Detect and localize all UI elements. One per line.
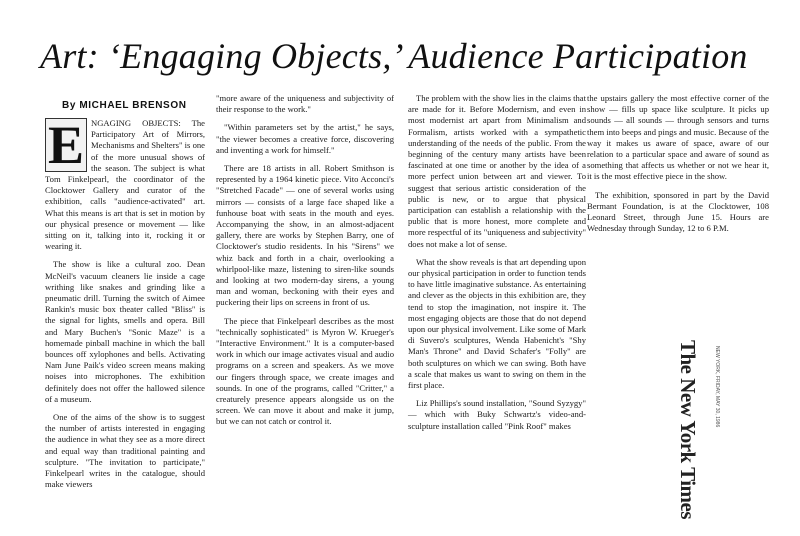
paragraph: There are 18 artists in all. Robert Smithson is represented by a 1964 kinetic piece. Vito Acconci's "Stretched Facade" — one of several works using mirrors — consists of a large face shaped like a funhouse boat with seats in the mouth and eyes. Accompanying the show, in an almost-adjacent gallery, there are works by Stephen Barry, one of Clocktower's studio residents. In his "Sirens" we whiz back and forth in a chair, overlooking a whirlpool-like maze, listening to siren-like sounds and looking at two modern-day sirens, a young man and woman, beckoning with their eyes and puckering their lips on screens in front of us.	[216, 163, 394, 308]
paragraph: The problem with the show lies in the claims that are made for it. Before Modernism, and even in most modernist art apart from Minimalism and Formalism, artists worked with a sympathetic understanding of the needs of the public. From the beginning of the century many artists have been fascinated at one time or another by the idea of a more perfect union between art and viewer. To suggest that serious artistic consideration of the public is new, or to argue that physical participation can establish a relationship with the public that is more honest, more complete and more respectful of its "uniqueness and subjectivity" does not make a lot of sense.	[408, 93, 586, 249]
paragraph-text: NGAGING OBJECTS: The Participatory Art of Mirrors, Mechanisms and Shelters" is one of the more unusual shows of the season. The subject is what Tom Finkelpearl, the coordinator of the Clocktower Gallery and curator of the exhibition, calls "audience-activated" art. What this means is art that is set in motion by our physical presence or movement — like sitting on it, talking into it, rocking it or wearing it.	[45, 118, 205, 252]
article-column-1	[45, 115, 205, 498]
paragraph: Liz Phillips's sound installation, "Sound Syzygy" — which with Buky Schwartz's video-and-sculpture installation called "Pink Roof" makes	[408, 398, 586, 431]
masthead-rotated	[650, 340, 730, 520]
article-column-2	[216, 93, 394, 435]
paragraph: The piece that Finkelpearl describes as the most "technically sophisticated" is Myron W. Krueger's "Interactive Environment." It is a computer-based work in which our image activates visual and audio programs on a screen and speakers. As we move our fingers through space, we create images and sounds. In one of the programs, called "Critter," a creaturely presence appears alongside us on the screen. We can move it about and make it jump, but we can not catch or control it.	[216, 315, 394, 427]
article-column-4	[587, 93, 769, 241]
paragraph: One of the aims of the show is to suggest the number of artists interested in engaging the audience in what they see as a more direct and equal way than traditional painting and sculpture. "The invitation to participate," Finkelpearl writes in the catalogue, should make viewers	[45, 412, 205, 490]
paragraph: the upstairs gallery the most effective corner of the show — fills up space like sculpture. It picks up sounds — all sounds — through sensors and turns them into beeps and pings and music. Because of the way it makes us aware of space, aware of our relation to a particular space and aware of sound as something that affects us whether or not we hear it, it is the most effective piece in the show.	[587, 93, 769, 182]
paragraph: "more aware of the uniqueness and subjectivity of their response to the work."	[216, 93, 394, 115]
drop-cap: E	[45, 118, 87, 172]
paragraph: The show is like a cultural zoo. Dean McNeil's vacuum cleaners lie inside a cage writhing like snakes and grinding like a pneumatic drill. Turning the switch of Aimee Rankin's music box theater called "Bliss" is the signal for lights, smells and opera. Bill and Mary Buchen's "Sonic Maze" is a homemade pinball machine in which the ball bounces off xylophones and bells. Activating Nam June Paik's video screen means making noises into microphones. The exhibition definitely does not offer the hallowed silence of a museum.	[45, 259, 205, 404]
paragraph	[45, 115, 205, 252]
article-column-3	[408, 93, 586, 439]
paragraph: "Within parameters set by the artist," he says, "the viewer becomes a creative force, discovering and inventing a work for himself."	[216, 122, 394, 155]
paragraph: What the show reveals is that art depending upon our physical participation in order to function tends to have little imaginative substance. As entertaining and clever as the objects in this exhibition are, they tend to stop the imagination, not inspire it. The most engaging objects are those that do not depend upon our physical involvement. Like some of Mark di Suvero's sculptures, Wenda Habenicht's "Shy Man's Throne" and David Schafer's "Folly" are both sculptures on which we can swing. Both have a scale that makes us want to swing on them in the first place.	[408, 256, 586, 391]
paragraph: The exhibition, sponsored in part by the David Bermant Foundation, is at the Clocktower, 108 Leonard Street, through June 15. Hours are Wednesday through Sunday, 12 to 6 P.M.	[587, 189, 769, 234]
masthead-dateline: NEW YORK, FRIDAY, MAY 30, 1986	[714, 346, 720, 428]
masthead-title: The New York Times	[676, 340, 700, 520]
headline: Art: ‘Engaging Objects,’ Audience Participation	[40, 36, 748, 76]
newspaper-masthead	[676, 340, 780, 520]
byline: By MICHAEL BRENSON	[62, 100, 187, 111]
